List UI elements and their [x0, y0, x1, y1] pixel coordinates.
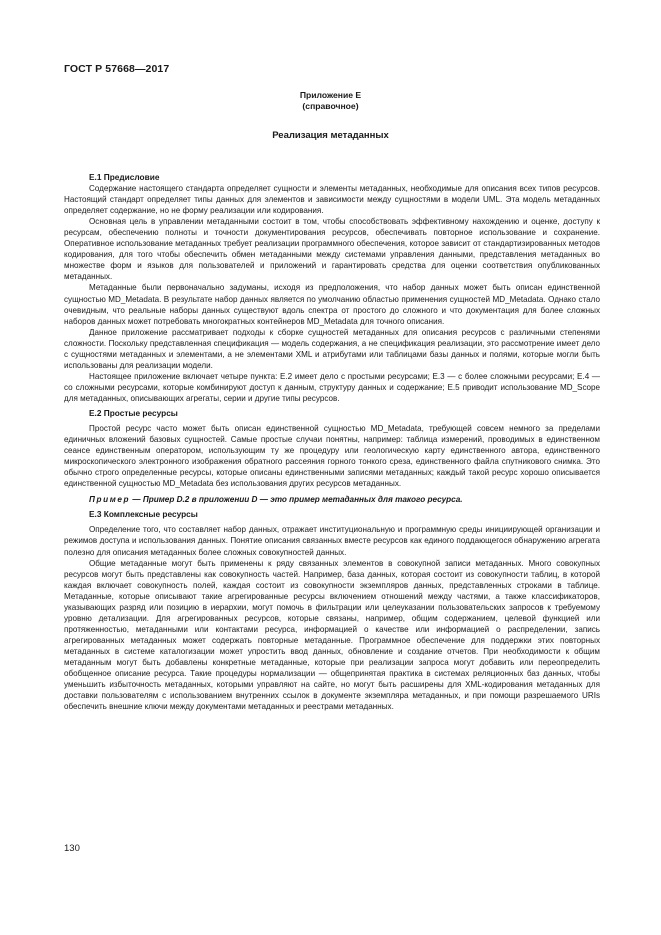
- section-e3-paragraph: Общие метаданные могут быть применены к ряду связанных элементов в совокупной записи метаданных. Много совокупных ресурсов могут быть представлены как совокупность частей. Например, база данных, которая состоит из совокупности таблиц, в которой каждая включает совокупность полей, каждая состоит из совокупности экземпляров данных, представленных строками в таблице. Метаданные, которые описывают такие агрегированные ресурсы включением отношений между частями, а также классификаторов, указывающих разряд или позицию в иерархии, могут помочь в фильтрации или целеуказании пользовательских запросов к требуемому уровню детализации. Для агрегированных ресурсов, которые связаны, например, общим содержанием, целевой функцией или протяженностью, метаданными или контактами ресурса, информацией о качестве или информацией о распределении, запись агрегированных метаданных может содержать повторные метаданные. Программное обеспечение для поддержки этих повторных метаданных в системе каталогизации может упростить ввод данных, обновление и создание отчетов. При необходимости к общим метаданным могут быть добавлены конкретные метаданные, которые при реализации запроса могут добавить или переопределить обобщенное описание ресурса. Такие процедуры нормализации — общепринятая практика в системах реляционных баз данных, чтобы уменьшить избыточность метаданных, которыми управляют на сайте, но могут быть расширены для XML-кодирования метаданных для доставки пользователям с использованием внутренних ссылок в документе экземпляра метаданных, и при помощи разрешаемого URIs обеспечить внешние ключи между документами метаданных и реестрами метаданных.: [64, 558, 600, 712]
- section-e1-paragraph: Содержание настоящего стандарта определяет сущности и элементы метаданных, необходимые для описания всех типов ресурсов. Настоящий стандарт определяет типы данных для элементов и зависимости между сущностями в модели UML. Эта модель метаданных определяет содержание, но не форму реализации или кодирования.: [64, 184, 600, 216]
- section-e1-heading: Е.1 Предисловие: [89, 172, 160, 182]
- section-e3-heading: Е.3 Комплексные ресурсы: [89, 509, 198, 520]
- section-e1-paragraph: Основная цель в управлении метаданными состоит в том, чтобы способствовать эффективному нахождению и оценке, доступу к ресурсам, обеспечению полноты и точности документирования ресурсов, обеспечивать повторное использование и сохранение. Оперативное использование метаданных требует реализации программного обеспечения, которое зависит от стандартизированных методов кодирования, для того чтобы обеспечить обмен метаданными между системами управления данными, представления метаданных во множестве форм и языков для пользователей и приложений и гарантировать средства для оценки соответствия опубликованных метаданных.: [64, 217, 600, 282]
- page-number: 130: [64, 843, 80, 854]
- example-text: — Пример D.2 в приложении D — это пример метаданных для такого ресурса.: [130, 495, 463, 505]
- example-label: Пример: [89, 495, 131, 505]
- section-e2-paragraph: Простой ресурс часто может быть описан единственной сущностью MD_Metadata, требующей совсем немного за пределами единичных вложений базовых сущностей. Самые простые случаи понятны, например: таблица измерений, проводимых в единственном сеансе единственным оператором, использующим ту же процедуру или геологическую карту единственного автора, единственного микроскопического электронного изображения обратного рассеяния горного тонкого среза, единственного файла спутникового снимка. Это обычно строго определенные ресурсы, которые описаны единственными записями метаданных; каждый такой ресурс хорошо описывается единственной сущностью MD_Metadata без использования других ресурсов метаданных.: [64, 424, 600, 489]
- section-e3-paragraph: Определение того, что составляет набор данных, отражает институциональную и программную среды инициирующей организации и режимов доступа и использования данных. Понятие описания связанных вместе ресурсов как единого поддающегося обнаружению агрегата полезно для описания метаданных более сложных совокупностей данных.: [64, 525, 600, 557]
- appendix-title: Реализация метаданных: [272, 130, 389, 141]
- example-note: [64, 494, 600, 505]
- section-e1-paragraph: Настоящее приложение включает четыре пункта: Е.2 имеет дело с простыми ресурсами; Е.3 — с более сложными ресурсами; Е.4 — со сложными ресурсами, которые комбинируют доступ к данным, структуру данных и содержание; Е.5 приводит использование MD_Scope для метаданных, описывающих агрегаты, серии и другие типы ресурсов.: [64, 371, 600, 403]
- appendix-type: (справочное): [302, 101, 359, 111]
- section-e1-paragraph: Метаданные были первоначально задуманы, исходя из предположения, что набор данных может быть описан единственной сущностью MD_Metadata. В результате набор данных является по умолчанию областью применения сущностей MD_Metadata. Однако стало очевидным, что реальные наборы данных существуют вдоль спектра от простого до сложного и что документация для более сложных наборов данных может потребовать многократных контейнеров MD_Metadata для точного описания.: [64, 283, 600, 326]
- section-e2-heading: Е.2 Простые ресурсы: [89, 407, 178, 418]
- document-body: [64, 172, 600, 712]
- appendix-label: Приложение Е: [299, 90, 362, 100]
- standard-number: ГОСТ Р 57668—2017: [64, 63, 170, 75]
- section-e1-paragraph: Данное приложение рассматривает подходы к сборке сущностей метаданных для описания ресурсов с различными степенями сложности. Поскольку представленная спецификация — модель содержания, а не спецификация реализации, это рассмотрение имеет дело с сущностями метаданных и элементами, а не элементами XML и атрибутами или таблицами базы данных и полями, которые могли быть использованы для реализации модели.: [64, 327, 600, 370]
